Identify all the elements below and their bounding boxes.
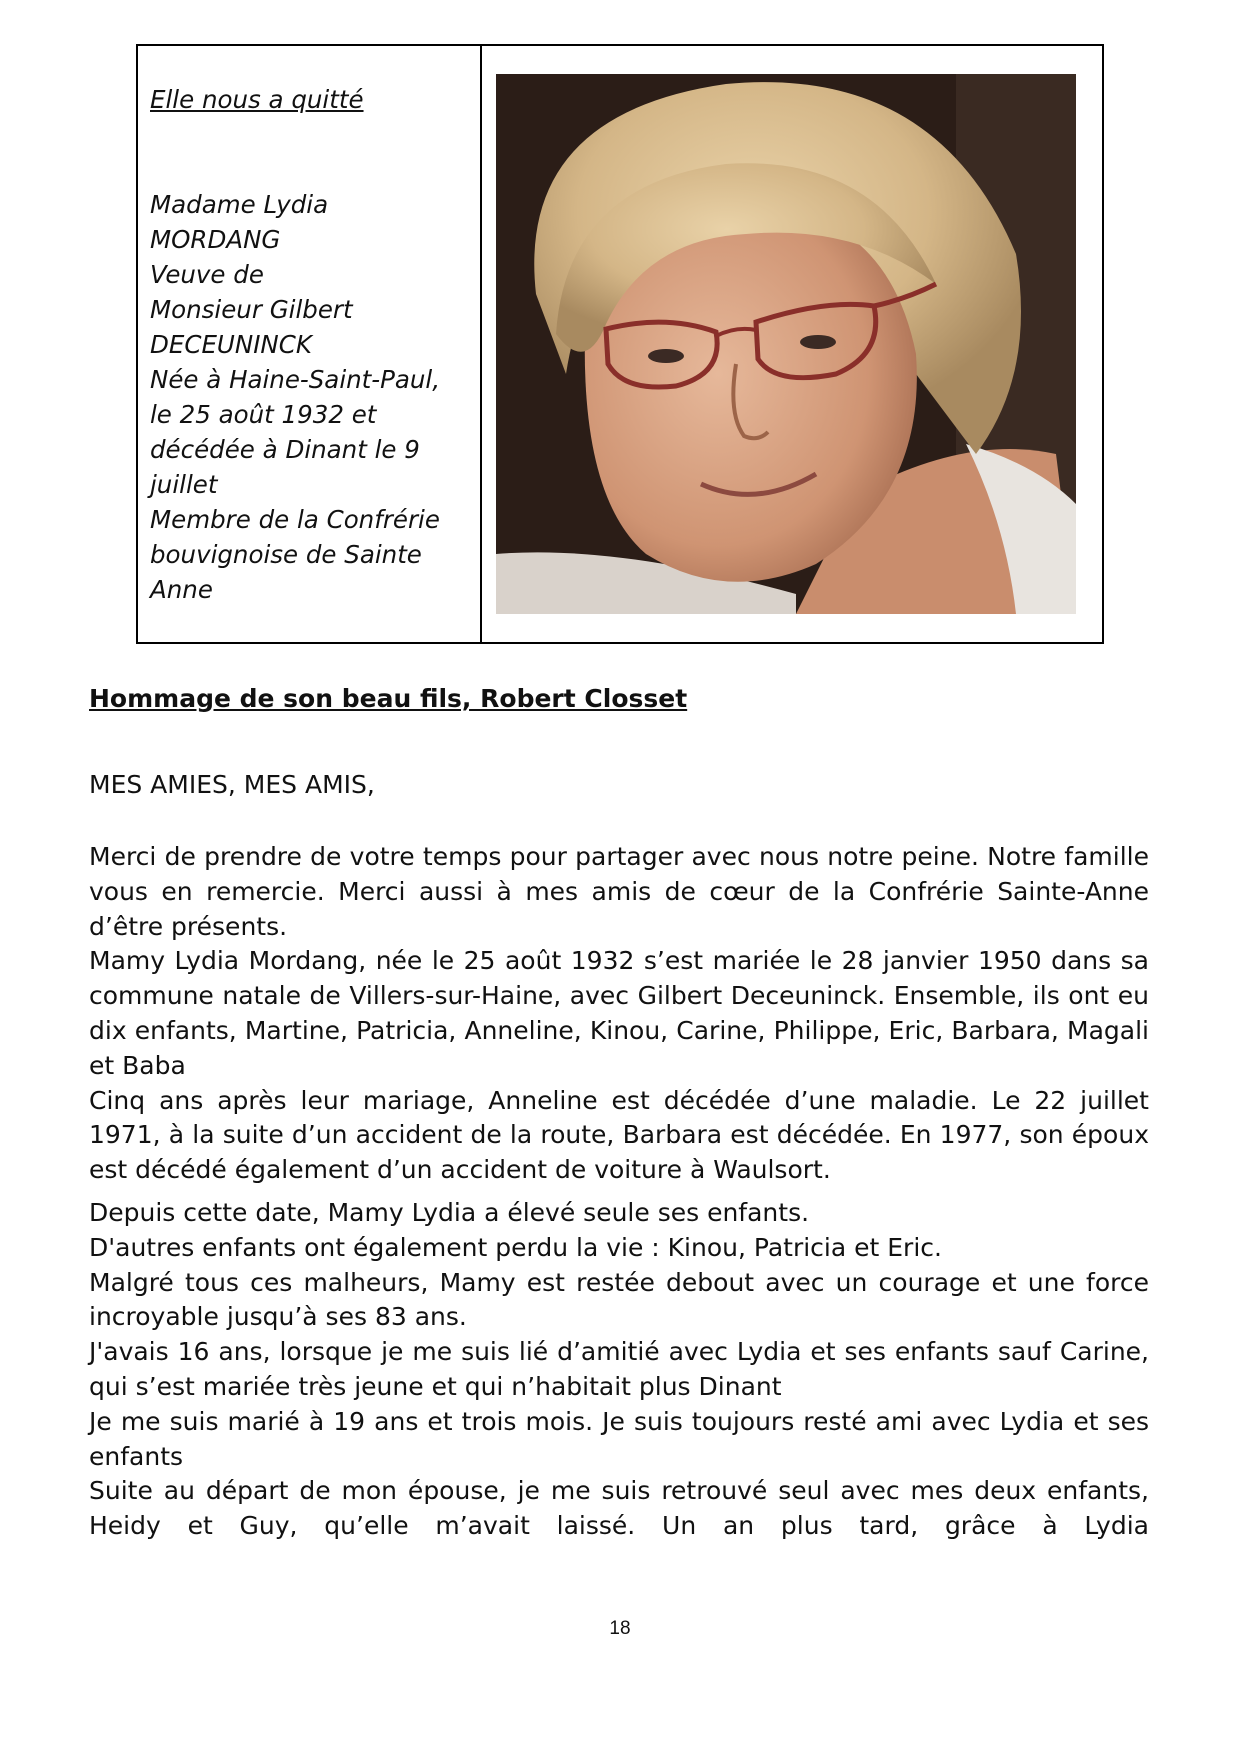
portrait-illustration bbox=[496, 74, 1076, 614]
tribute-paragraph: D'autres enfants ont également perdu la vie : Kinou, Patricia et Eric. bbox=[89, 1232, 942, 1262]
tribute-paragraph: Suite au départ de mon épouse, je me suis retrouvé seul avec mes deux enfants, Heidy et Guy, qu’elle m’avait laissé. Un an plus tard, grâce à Lydia bbox=[89, 1476, 1149, 1541]
obituary-line: DECEUNINCK bbox=[150, 330, 312, 359]
tribute-paragraph: Je me suis marié à 19 ans et trois mois. Je suis toujours resté ami avec Lydia et ses enfants bbox=[89, 1406, 1149, 1471]
obituary-photo-cell bbox=[482, 46, 1102, 642]
tribute-section-b bbox=[89, 1196, 1149, 1544]
obituary-line: Née à Haine-Saint-Paul, bbox=[150, 365, 441, 394]
tribute-title: Hommage de son beau fils, Robert Closset bbox=[89, 684, 688, 713]
tribute-paragraph: J'avais 16 ans, lorsque je me suis lié d’amitié avec Lydia et ses enfants sauf Carine, qui s’est mariée très jeune et qui n’habitait plus Dinant bbox=[89, 1337, 1149, 1401]
portrait-photo bbox=[496, 74, 1076, 614]
obituary-text-cell bbox=[138, 46, 482, 642]
obituary-line: décédée à Dinant le 9 bbox=[150, 435, 420, 464]
tribute-greeting: MES AMIES, MES AMIS, bbox=[89, 770, 375, 799]
obituary-line: juillet bbox=[150, 470, 218, 499]
tribute-paragraph: Malgré tous ces malheurs, Mamy est restée debout avec un courage et une force incroyable jusqu’à ses 83 ans. bbox=[89, 1267, 1149, 1332]
obituary-line: le 25 août 1932 et bbox=[150, 400, 377, 429]
obituary-heading: Elle nous a quitté bbox=[150, 85, 364, 114]
obituary-line: Anne bbox=[150, 575, 213, 604]
tribute-paragraph: Depuis cette date, Mamy Lydia a élevé seule ses enfants. bbox=[89, 1198, 810, 1227]
obituary-box bbox=[136, 44, 1104, 644]
obituary-line: Monsieur Gilbert bbox=[150, 295, 353, 324]
obituary-lines bbox=[150, 187, 470, 607]
obituary-line: Madame Lydia bbox=[150, 190, 329, 219]
obituary-line: Veuve de bbox=[150, 260, 264, 289]
tribute-paragraph: Cinq ans après leur mariage, Anneline est décédée d’une maladie. Le 22 juillet 1971, à la suite d’un accident de la route, Barbara est décédée. En 1977, son époux est décédé également d’un accident de voiture à Waulsort. bbox=[89, 1085, 1149, 1185]
obituary-line: MORDANG bbox=[150, 225, 281, 254]
tribute-section-a bbox=[89, 840, 1149, 1188]
obituary-line: Membre de la Confrérie bbox=[150, 505, 440, 534]
tribute-paragraph: Mamy Lydia Mordang, née le 25 août 1932 s’est mariée le 28 janvier 1950 dans sa commune natale de Villers-sur-Haine, avec Gilbert Deceuninck. Ensemble, ils ont eu dix enfants, Martine, Patricia, Anneline, Kinou, Carine, Philippe, Eric, Barbara, Magali et Baba bbox=[89, 946, 1149, 1080]
tribute-paragraph: Merci de prendre de votre temps pour partager avec nous notre peine. Notre famille vous en remercie. Merci aussi à mes amis de cœur de la Confrérie Sainte-Anne d’être présents. bbox=[89, 842, 1149, 941]
obituary-line: bouvignoise de Sainte bbox=[150, 540, 422, 569]
page-number: 18 bbox=[609, 1618, 631, 1639]
